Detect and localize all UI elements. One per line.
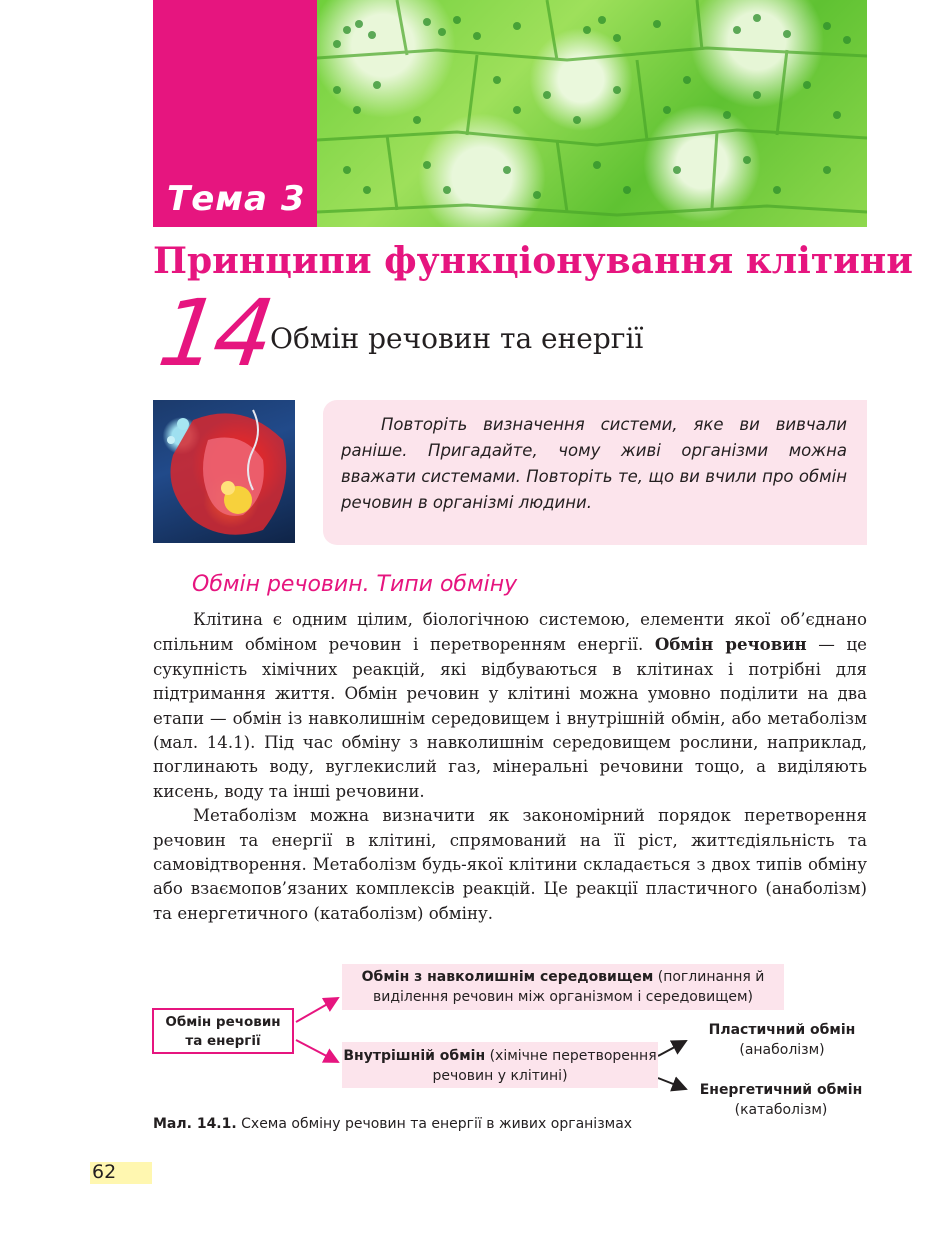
paragraph-number: 14	[152, 280, 277, 387]
page-number: 62	[92, 1161, 117, 1183]
cell-walls-graphic	[317, 0, 867, 227]
paragraph-2: Метаболізм можна визначити як закономірний порядок перетворення речовин та енергії в клітині, спрямований на її ріст, життєдіяльність та самовідтворення. Метаболізм будь-якої клітини складається з двох типів обміну або взаємопов’язаних комплексів реакцій. Це реакції пластичного (анаболізм) та енергетичного (катаболізм) обміну.	[153, 806, 867, 923]
metabolism-diagram	[150, 960, 870, 1120]
caption-label: Мал. 14.1.	[153, 1116, 237, 1132]
section-heading: Обмін речовин. Типи обміну	[192, 572, 518, 597]
body-text	[153, 608, 867, 926]
figure-caption	[153, 1116, 632, 1132]
p1-text-part1: Клітина є одним цілим, біологічною системою, елементи якої об’єднано спільним обміном речовин і перетворенням енергії.	[153, 610, 867, 655]
term-metabolism: Обмін речовин	[654, 634, 807, 655]
main-box-line1: Обмін речовин	[165, 1014, 281, 1030]
external-bold: Обмін з навколишнім середовищем	[361, 969, 654, 985]
diagram-external-box	[342, 964, 784, 1010]
intro-box	[323, 400, 867, 545]
cell-illustration	[153, 400, 295, 543]
internal-bold: Внутрішній обмін	[343, 1048, 486, 1064]
chapter-title: Принципи функціонування клітини	[153, 240, 913, 282]
main-box-line2: та енергії	[185, 1033, 261, 1049]
topic-label: Тема 3	[167, 179, 306, 219]
diagram-energy-label	[686, 1080, 876, 1120]
p1-text-part2: — це сукупність хімічних реакцій, які відбуваються в клітинах і потрібні для підтримання життя. Обмін речовин у клітині можна умовно поділити на два етапи — обмін із навколишнім середовищем і внутрішній обмін, або метаболізм (мал. 14.1). Під час обміну з навколишнім середовищем рослини, наприклад, поглинають воду, вуглекислий газ, мінеральні речовини тощо, а виділяють кисень, воду та інші речовини.	[153, 635, 867, 801]
external-rest: (поглинання й виділення речовин між організмом і середовищем)	[372, 969, 765, 1005]
plant-cells-photo	[317, 0, 867, 227]
paragraph-title: Обмін речовин та енергії	[270, 322, 644, 355]
topic-banner	[153, 0, 867, 227]
plastic-rest: (анаболізм)	[739, 1042, 825, 1058]
internal-rest: (хімічне перетворення речовин у клітині)	[432, 1048, 657, 1084]
energy-bold: Енергетичний обмін	[699, 1082, 863, 1098]
intro-text: Повторіть визначення системи, яке ви вивчали раніше. Пригадайте, чому живі організми можна вважати системами. Повторіть те, що ви вчили про обмін речовин в організмі людини.	[341, 415, 847, 512]
diagram-metabolism-box	[152, 1008, 294, 1054]
energy-rest: (катаболізм)	[734, 1102, 828, 1118]
diagram-plastic-label	[692, 1020, 872, 1060]
cell-illustration-graphic	[153, 400, 295, 543]
caption-text: Схема обміну речовин та енергії в живих організмах	[236, 1116, 633, 1132]
plastic-bold: Пластичний обмін	[708, 1022, 856, 1038]
topic-block	[153, 0, 317, 227]
paragraph-1	[153, 608, 867, 804]
diagram-internal-box	[342, 1042, 658, 1088]
